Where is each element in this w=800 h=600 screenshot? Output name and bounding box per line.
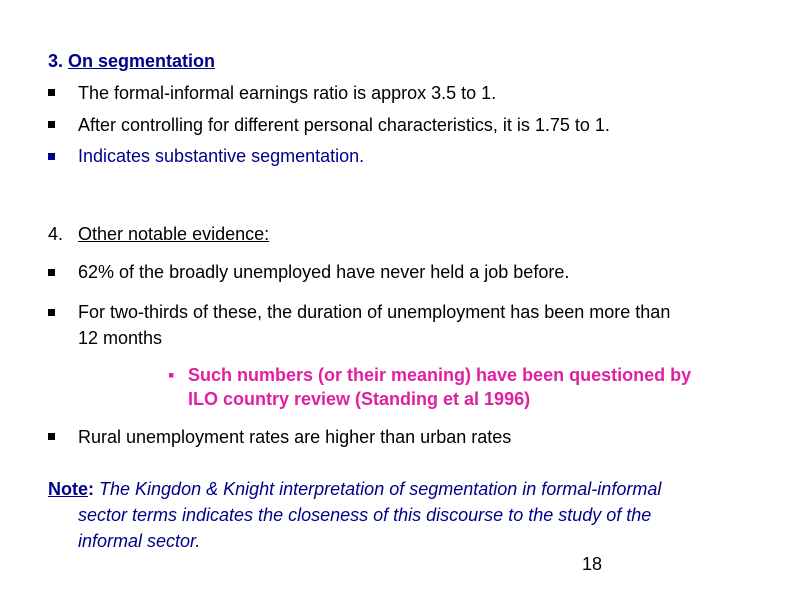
section-4-title: Other notable evidence: (78, 224, 270, 244)
sub-bullet-line-2: ILO country review (Standing et al 1996) (188, 389, 531, 409)
note-line-1 (48, 478, 661, 500)
bullet-square-icon (48, 89, 55, 96)
bullet-square-icon (48, 121, 55, 128)
bullet-square-icon (48, 433, 55, 440)
section-3-heading (48, 50, 215, 72)
note-label: Note (48, 479, 88, 499)
section-4-bullet-2: For two-thirds of these, the duration of unemployment has been more than (78, 302, 671, 322)
page-number: 18 (582, 554, 603, 574)
sub-bullet-icon: ▪ (168, 365, 175, 385)
note-colon: : (88, 479, 94, 499)
section-3-bullet-2: After controlling for different personal characteristics, it is 1.75 to 1. (78, 115, 610, 135)
section-4-bullet-3: Rural unemployment rates are higher than urban rates (78, 427, 512, 447)
note-text-1: The Kingdon & Knight interpretation of segmentation in formal-informal (99, 479, 662, 499)
bullet-square-icon (48, 269, 55, 276)
section-3-number: 3. (48, 51, 64, 71)
section-4-number: 4. (48, 224, 64, 244)
note-line-2: sector terms indicates the closeness of this discourse to the study of the (78, 505, 652, 525)
bullet-square-icon (48, 309, 55, 316)
sub-bullet-line-1: Such numbers (or their meaning) have been questioned by (188, 365, 692, 385)
section-3-title: On segmentation (68, 51, 216, 71)
section-4-bullet-2-cont: 12 months (78, 328, 163, 348)
section-3-bullet-1: The formal-informal earnings ratio is approx 3.5 to 1. (78, 83, 497, 103)
note-line-3: informal sector. (78, 531, 201, 551)
section-3-bullet-3: Indicates substantive segmentation. (78, 146, 365, 166)
section-4-bullet-1: 62% of the broadly unemployed have never held a job before. (78, 262, 570, 282)
bullet-square-icon (48, 153, 55, 160)
